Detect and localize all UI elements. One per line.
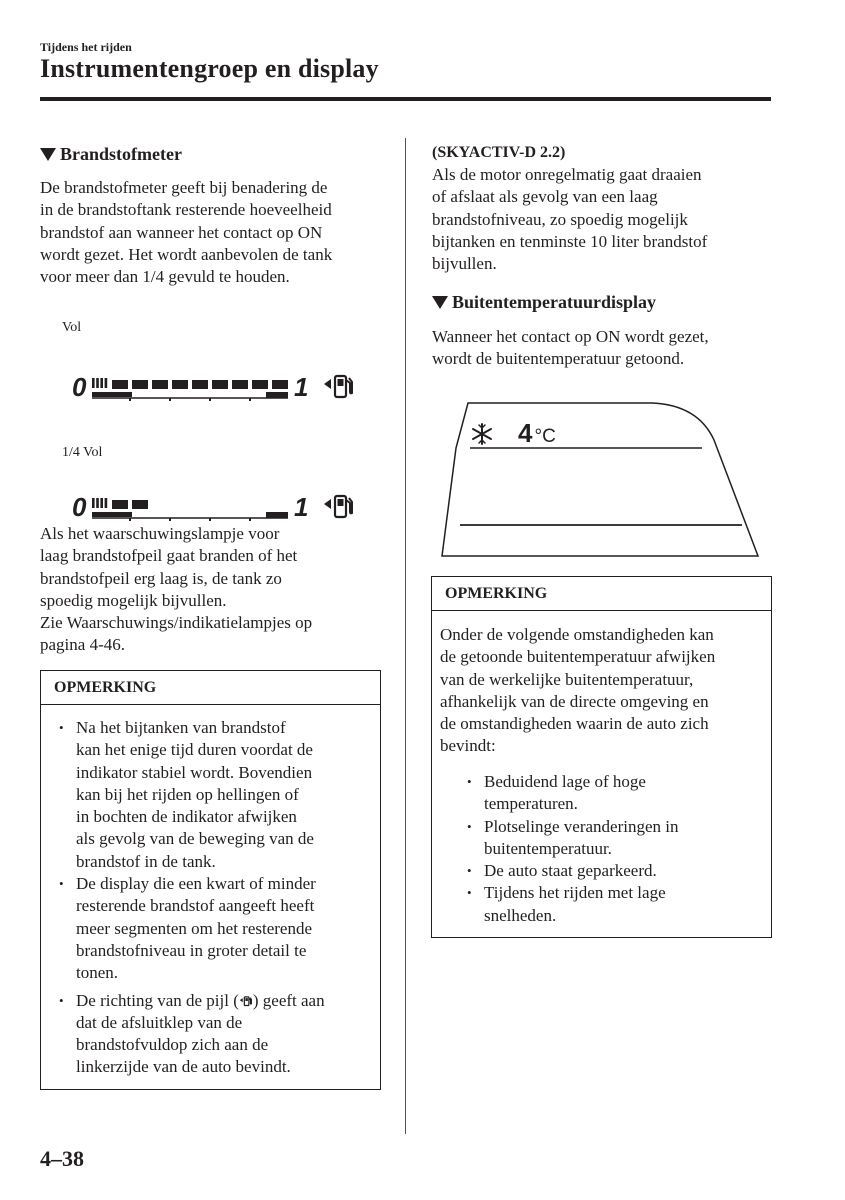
triangle-bullet-icon bbox=[40, 148, 56, 161]
text-line: Zie Waarschuwings/indikatielampjes op bbox=[40, 613, 313, 633]
text-line: meer segmenten om het resterende bbox=[76, 918, 313, 938]
temperature-unit: °C bbox=[534, 426, 556, 447]
text-line: • Tijdens het rijden met lage bbox=[484, 883, 666, 903]
gauge-tick bbox=[169, 518, 171, 521]
gauge-fine-segment bbox=[92, 378, 95, 388]
text-line: brandstof aan wanneer het contact op ON bbox=[40, 222, 323, 242]
text-line: buitentemperatuur. bbox=[484, 838, 612, 858]
text-line: • De auto staat geparkeerd. bbox=[484, 861, 657, 881]
text-line: indikator stabiel wordt. Bovendien bbox=[76, 762, 313, 782]
temperature-value: 4 bbox=[518, 418, 533, 448]
gauge-fine-segment bbox=[96, 378, 99, 388]
note-bullet-list bbox=[466, 771, 766, 927]
text-line: Onder de volgende omstandigheden kan bbox=[440, 625, 714, 644]
gauge-fine-segment bbox=[105, 498, 108, 508]
text-line: brandstofpeil erg laag is, de tank zo bbox=[40, 568, 282, 588]
gauge-base-fill bbox=[92, 512, 132, 517]
outside-temp-text bbox=[432, 326, 709, 371]
gauge-segment bbox=[112, 500, 128, 509]
note-bullet-list bbox=[58, 717, 378, 1079]
text-line: resterende brandstof aangeeft heeft bbox=[76, 896, 315, 916]
list-item bbox=[58, 873, 378, 984]
gauge-tick bbox=[209, 518, 211, 521]
skyactiv-text bbox=[432, 164, 707, 275]
list-item bbox=[466, 882, 766, 927]
section-label: Tijdens het rijden bbox=[40, 40, 132, 54]
gauge-segment bbox=[272, 380, 288, 389]
text-line: • Beduidend lage of hoge bbox=[484, 772, 646, 791]
fuel-gauge-full bbox=[72, 370, 362, 404]
text-line: in bochten de indikator afwijken bbox=[76, 807, 297, 827]
text-fragment: ) geeft aan bbox=[252, 990, 325, 1010]
text-line: laag brandstofpeil gaat branden of het bbox=[40, 546, 298, 566]
gauge-end-fill bbox=[266, 512, 288, 518]
gauge-segment bbox=[152, 380, 168, 389]
text-line bbox=[76, 990, 378, 1012]
fuel-level-bar bbox=[90, 372, 290, 402]
text-line: brandstofniveau in groter detail te bbox=[76, 940, 307, 960]
text-line: De brandstofmeter geeft bij benadering de bbox=[40, 178, 328, 197]
fuel-gauge-intro bbox=[40, 177, 332, 288]
list-item bbox=[58, 717, 378, 873]
text-line: • Na het bijtanken van brandstof bbox=[76, 718, 286, 737]
text-line: temperaturen. bbox=[484, 794, 578, 814]
text-line: de getoonde buitentemperatuur afwijken bbox=[440, 647, 716, 667]
temperature-readout bbox=[518, 418, 556, 449]
note-heading: OPMERKING bbox=[432, 577, 771, 611]
text-line: spoedig mogelijk bijvullen. bbox=[40, 590, 227, 610]
gauge-tick bbox=[129, 518, 131, 521]
column-divider bbox=[405, 138, 406, 1134]
outside-temp-display bbox=[440, 400, 770, 560]
fuel-gauge-heading bbox=[40, 144, 182, 165]
snowflake-icon bbox=[470, 422, 494, 446]
triangle-bullet-icon bbox=[432, 296, 448, 309]
list-item bbox=[466, 771, 766, 816]
page-title: Instrumentengroep en display bbox=[40, 54, 379, 83]
text-line: kan bij het rijden op hellingen of bbox=[76, 784, 299, 804]
text-line: van de werkelijke buitentemperatuur, bbox=[440, 669, 694, 689]
low-fuel-warning-text bbox=[40, 523, 312, 657]
gauge-fine-segment bbox=[92, 498, 95, 508]
text-fragment: De richting van de pijl ( bbox=[76, 990, 239, 1010]
gauge-full-label: Vol bbox=[62, 320, 82, 335]
text-line: linkerzijde van de auto bevindt. bbox=[76, 1057, 291, 1077]
page-number: 4–38 bbox=[40, 1146, 84, 1171]
list-item bbox=[466, 860, 766, 882]
gauge-tick bbox=[249, 398, 251, 401]
text-line: dat de afsluitklep van de bbox=[76, 1012, 243, 1032]
gauge-segment bbox=[132, 380, 148, 389]
page-reference-link[interactable]: pagina 4-46. bbox=[40, 635, 125, 655]
text-line: wordt de buitentemperatuur getoond. bbox=[432, 349, 685, 369]
list-item bbox=[466, 816, 766, 861]
text-line: als gevolg van de beweging van de bbox=[76, 829, 314, 849]
fuel-note-box bbox=[40, 670, 381, 1090]
text-line: • Plotselinge veranderingen in bbox=[484, 816, 679, 836]
gauge-fine-segment bbox=[100, 498, 103, 508]
note-heading: OPMERKING bbox=[41, 671, 380, 705]
text-line: afhankelijk van de directe omgeving en bbox=[440, 691, 709, 711]
fuel-pump-icon bbox=[322, 372, 356, 400]
fuel-pump-icon bbox=[239, 994, 253, 1008]
text-line: Als de motor onregelmatig gaat draaien bbox=[432, 165, 702, 184]
text-line: voor meer dan 1/4 gevuld te houden. bbox=[40, 267, 290, 287]
text-line: brandstof in de tank. bbox=[76, 851, 216, 871]
text-line: wordt gezet. Het wordt aanbevolen de tank bbox=[40, 244, 333, 264]
gauge-segment bbox=[212, 380, 228, 389]
gauge-tick bbox=[129, 398, 131, 401]
gauge-fine-segment bbox=[105, 378, 108, 388]
gauge-base-fill bbox=[92, 392, 132, 397]
title-divider bbox=[40, 97, 771, 101]
outside-temp-note-box bbox=[431, 576, 772, 938]
gauge-tick bbox=[169, 398, 171, 401]
fuel-level-bar bbox=[90, 492, 290, 522]
text-line: Wanneer het contact op ON wordt gezet, bbox=[432, 327, 709, 346]
gauge-quarter-label: 1/4 Vol bbox=[62, 445, 103, 460]
text-line: brandstofniveau, zo spoedig mogelijk bbox=[432, 209, 688, 229]
gauge-segment bbox=[192, 380, 208, 389]
gauge-segment bbox=[232, 380, 248, 389]
text-line: • De display die een kwart of minder bbox=[76, 874, 316, 894]
note-intro bbox=[440, 624, 715, 758]
gauge-segment bbox=[252, 380, 268, 389]
gauge-end-fill bbox=[266, 392, 288, 398]
text-line: de omstandigheden waarin de auto zich bbox=[440, 714, 709, 734]
gauge-segment bbox=[112, 380, 128, 389]
gauge-empty-mark: 0 bbox=[72, 492, 87, 522]
text-line: snelheden. bbox=[484, 905, 557, 925]
outside-temp-heading bbox=[432, 292, 656, 313]
gauge-full-mark: 1 bbox=[294, 492, 309, 522]
gauge-tick bbox=[209, 398, 211, 401]
text-line: of afslaat als gevolg van een laag bbox=[432, 187, 658, 207]
fuel-gauge-quarter bbox=[72, 492, 362, 526]
skyactiv-heading: (SKYACTIV-D 2.2) bbox=[432, 144, 566, 161]
text-line: in de brandstoftank resterende hoeveelheid bbox=[40, 200, 332, 220]
text-line: brandstofvuldop zich aan de bbox=[76, 1035, 269, 1055]
gauge-segment bbox=[132, 500, 148, 509]
gauge-full-mark: 1 bbox=[294, 372, 309, 402]
gauge-tick bbox=[249, 518, 251, 521]
text-line: bijvullen. bbox=[432, 254, 497, 274]
text-line: Als het waarschuwingslampje voor bbox=[40, 524, 280, 543]
fuel-pump-icon bbox=[322, 492, 356, 520]
text-line: bevindt: bbox=[440, 736, 496, 756]
gauge-fine-segment bbox=[100, 378, 103, 388]
list-item bbox=[58, 990, 378, 1079]
fuel-gauge-heading-text: Brandstofmeter bbox=[60, 144, 182, 164]
gauge-fine-segment bbox=[96, 498, 99, 508]
text-line: tonen. bbox=[76, 963, 119, 983]
text-line: bijtanken en tenminste 10 liter brandstof bbox=[432, 231, 708, 251]
text-line: kan het enige tijd duren voordat de bbox=[76, 740, 313, 760]
gauge-segment bbox=[172, 380, 188, 389]
outside-temp-heading-text: Buitentemperatuurdisplay bbox=[452, 292, 657, 312]
gauge-empty-mark: 0 bbox=[72, 372, 87, 402]
